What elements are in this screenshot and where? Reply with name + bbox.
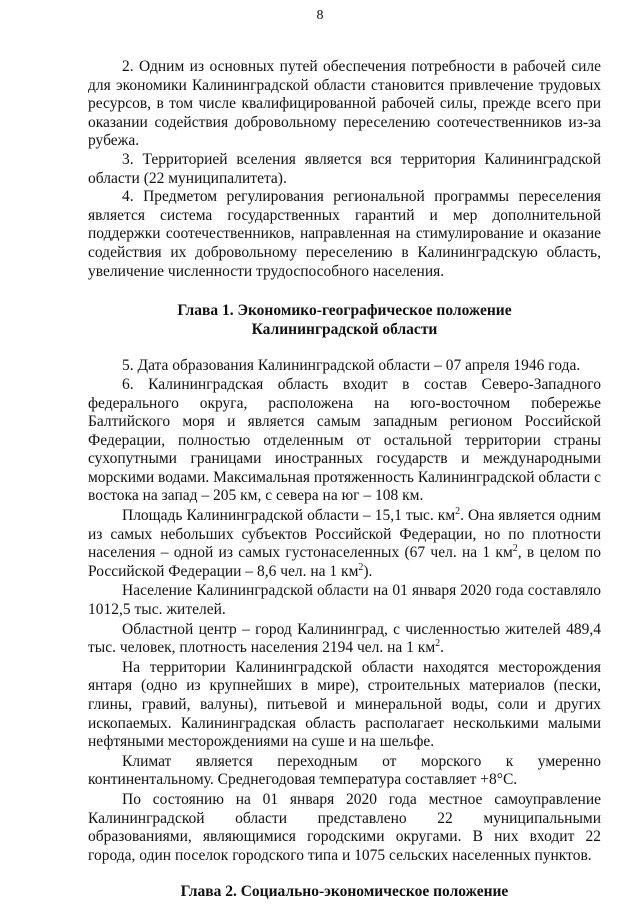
paragraph-regional-center <box>88 621 601 658</box>
area-text-b: . Она является одним из самых небольших субъектов Российской Федерации, но по плотности населения – одной из самых густонаселенных (67 чел. на 1 км <box>88 507 601 562</box>
chapter-1-title <box>88 302 601 339</box>
center-text-b: . <box>440 639 444 657</box>
area-text-a: Площадь Калининградской области – 15,1 тыс. км <box>122 507 456 525</box>
superscript-3: 2 <box>358 561 364 573</box>
page-number: 8 <box>316 8 324 23</box>
area-text-c: , в целом по Российской Федерации – 8,6 чел. на 1 км <box>88 544 601 580</box>
paragraph-municipal: По состоянию на 01 января 2020 года местное самоуправление Калининградской области представлено 22 муниципальными образованиями, являющимися городскими округами. В них входит 22 города, один поселок городского типа и 1075 сельских населенных пунктов. <box>88 790 601 864</box>
superscript-2: 2 <box>512 543 518 555</box>
document-body <box>88 58 601 902</box>
paragraph-2: 2. Одним из основных путей обеспечения потребности в рабочей силе для экономики Калининградской области становится привлечение трудовых ресурсов, в том числе квалифицированной рабочей силы, прежде всего при оказании содействия добровольному переселению соотечественников из-за рубежа. <box>88 58 601 150</box>
paragraph-5: 5. Дата образования Калининградской области – 07 апреля 1946 года. <box>122 357 581 375</box>
paragraph-area <box>88 507 601 581</box>
paragraph-3: 3. Территорией вселения является вся территория Калининградской области (22 муниципалитета). <box>88 150 601 187</box>
paragraph-population: Население Калининградской области на 01 января 2020 года составляло 1012,5 тыс. жителей. <box>88 582 601 619</box>
superscript-4: 2 <box>435 638 441 650</box>
paragraph-climate: Климат является переходным от морского к умеренно континентальному. Среднегодовая температура составляет +8°C. <box>88 752 601 789</box>
paragraph-4: 4. Предметом регулирования региональной программы переселения является система государственных гарантий и мер дополнительной поддержки соотечественников, направленная на стимулирование и оказание содействия их добровольному переселению в Калининградскую область, увеличение численности трудоспособного населения. <box>88 188 601 280</box>
chapter-1-title-line-2: Калининградской области <box>251 320 438 338</box>
paragraph-resources: На территории Калининградской области находятся месторождения янтаря (одно из крупнейших в мире), строительных материалов (пески, глины, гравий, валуны), питьевой и минеральной воды, соли и других ископаемых. Калининградская область располагает несколькими малыми нефтяными месторождениями на суше и на шельфе. <box>88 658 601 751</box>
center-text-a: Областной центр – город Калининград, с численностью жителей 489,4 тыс. человек, плотность населения 2194 чел. на 1 км <box>88 620 601 657</box>
superscript-1: 2 <box>455 505 461 517</box>
chapter-2-title: Глава 2. Социально-экономическое положение <box>180 883 509 901</box>
area-text-d: ). <box>363 562 373 580</box>
chapter-1-title-line-1: Глава 1. Экономико-географическое положение <box>177 302 512 320</box>
paragraph-6: 6. Калининградская область входит в состав Северо-Западного федерального округа, расположена на юго-восточном побережье Балтийского моря и является самым западным регионом Российской Федерации, полностью отделенным от остальной территории страны сухопутными границами иностранных государств и международными морскими водами. Максимальная протяженность Калининградской области с востока на запад – 205 км, с севера на юг – 108 км. <box>88 375 601 505</box>
